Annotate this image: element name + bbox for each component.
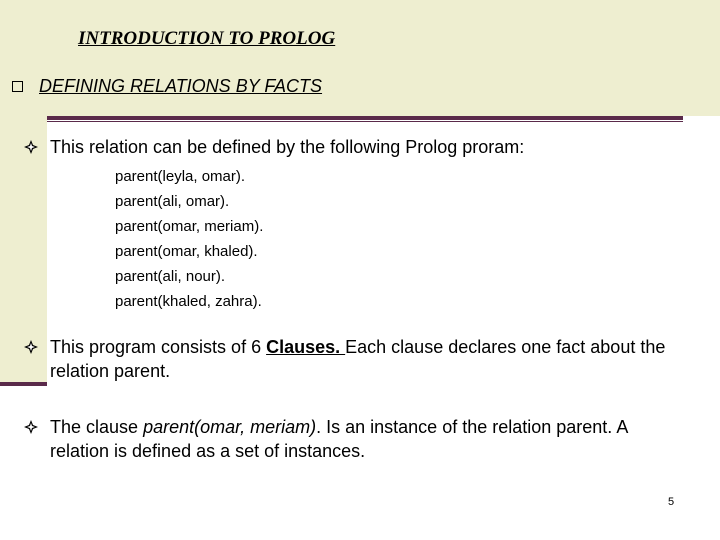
bullet-item-1 <box>22 135 682 159</box>
section-heading <box>12 76 322 97</box>
bullet-item-3 <box>22 415 682 463</box>
bullet-text-1: This relation can be defined by the following Prolog proram: <box>50 137 525 157</box>
header-divider-thin <box>47 121 683 122</box>
code-line: parent(leyla, omar). <box>115 168 246 185</box>
header-divider <box>47 116 683 120</box>
code-line: parent(omar, khaled). <box>115 243 258 260</box>
bullet-item-2 <box>22 335 682 383</box>
code-line: parent(omar, meriam). <box>115 218 264 235</box>
code-line: parent(khaled, zahra). <box>115 293 262 310</box>
section-title: DEFINING RELATIONS BY FACTS <box>39 76 323 96</box>
code-line: parent(ali, omar). <box>115 193 230 210</box>
slide-title: INTRODUCTION TO PROLOG <box>78 28 336 49</box>
left-decor-panel <box>0 0 47 382</box>
bullet-text-3: The clause parent(omar, meriam). Is an instance of the relation parent. A relation is defined as a set of instances. <box>50 417 628 461</box>
diamond-bullet-icon <box>22 415 40 439</box>
clause-example: parent(omar, meriam) <box>143 417 317 437</box>
code-line: parent(ali, nour). <box>115 268 226 285</box>
page-number: 5 <box>668 496 675 508</box>
square-bullet-icon <box>12 81 23 92</box>
diamond-bullet-icon <box>22 135 40 159</box>
clauses-term: Clauses. <box>266 337 346 357</box>
bullet-text-2: This program consists of 6 Clauses. Each clause declares one fact about the relation parent. <box>50 337 666 381</box>
header-band <box>47 0 720 116</box>
code-block <box>115 164 263 314</box>
diamond-bullet-icon <box>22 335 40 359</box>
